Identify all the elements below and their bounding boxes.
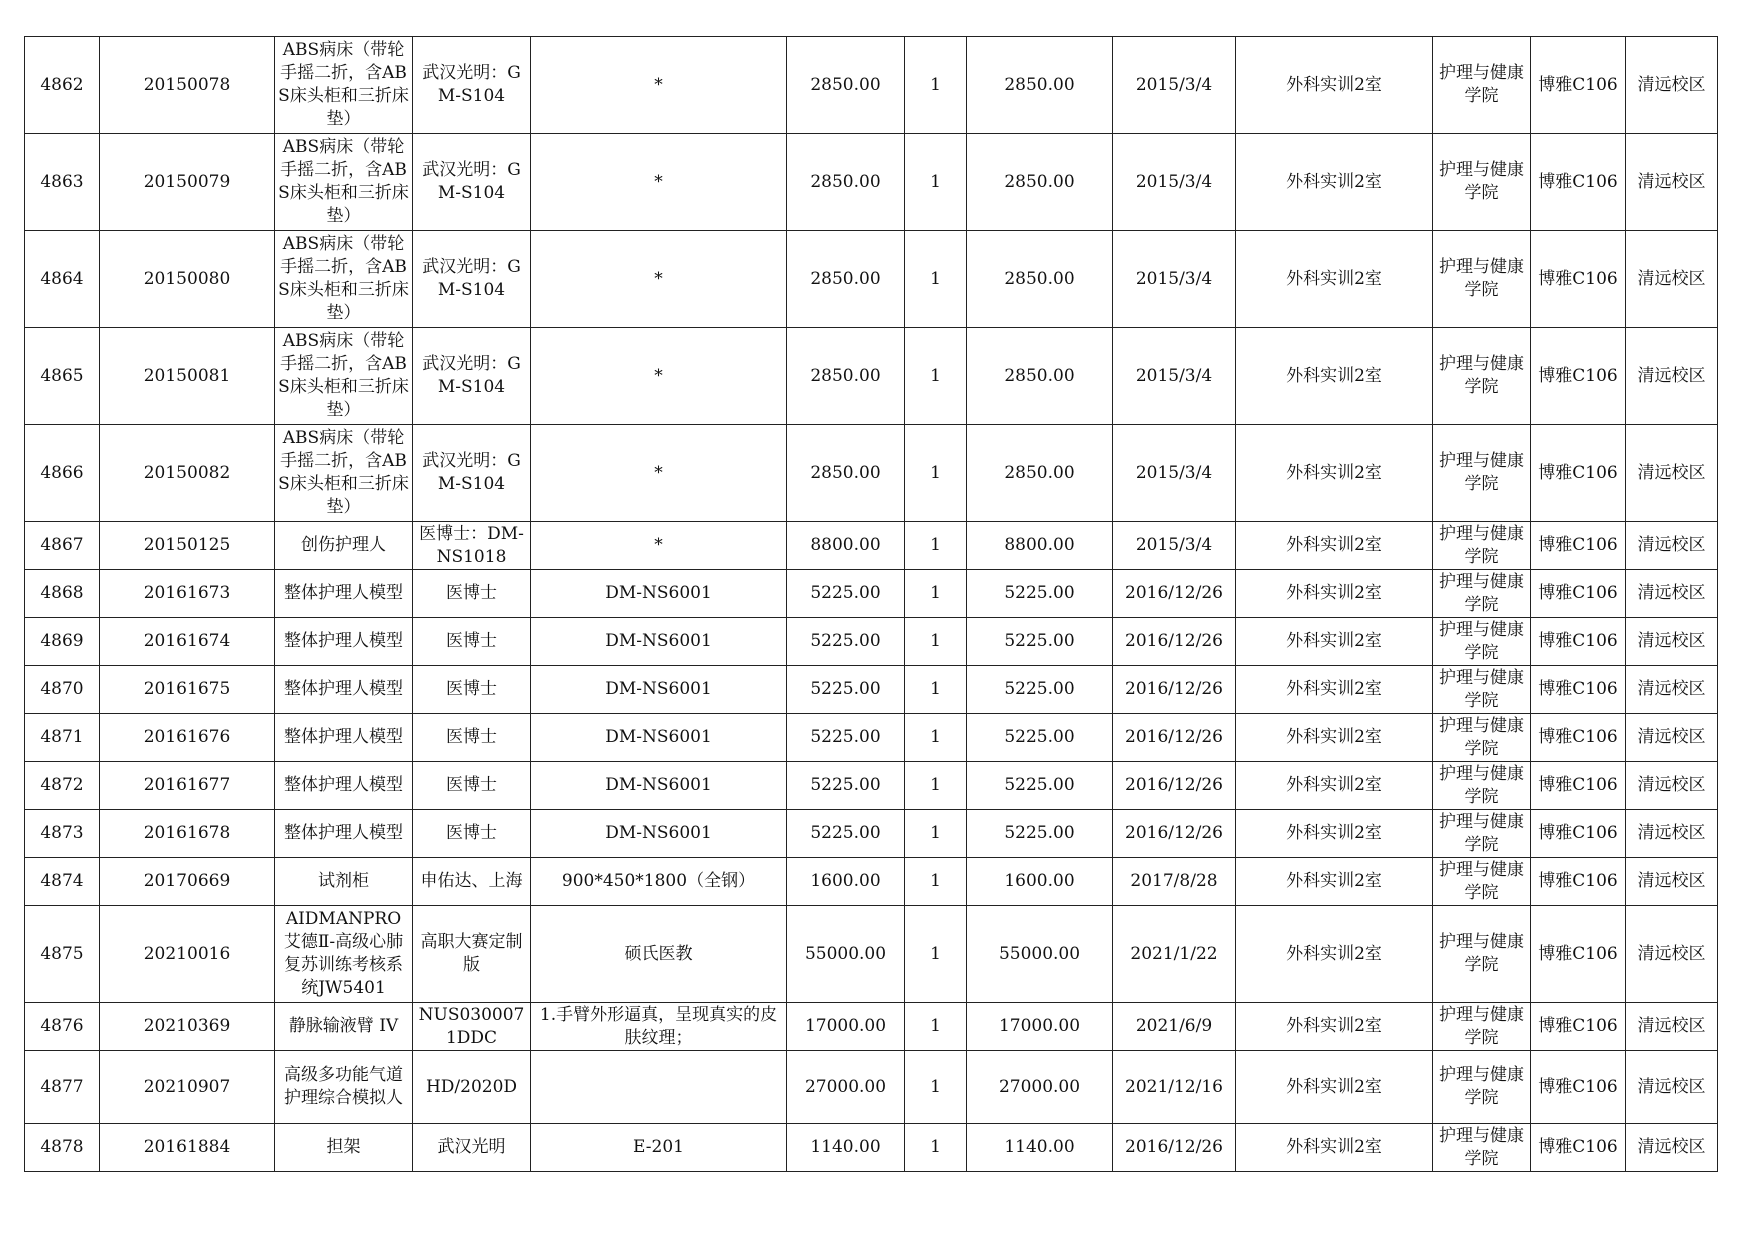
cell-seq: 4876 — [25, 1003, 100, 1051]
cell-amount: 5225.00 — [967, 714, 1113, 762]
cell-amount: 8800.00 — [967, 522, 1113, 570]
cell-room: 外科实训2室 — [1236, 1003, 1433, 1051]
table-row — [25, 858, 1718, 906]
cell-name: AIDMANPRO 艾德Ⅱ-高级心肺复苏训练考核系统JW5401 — [275, 906, 413, 1003]
cell-brand: 武汉光明：GM-S104 — [413, 425, 531, 522]
cell-seq: 4878 — [25, 1124, 100, 1172]
table-row — [25, 328, 1718, 425]
cell-dept: 护理与健康学院 — [1433, 714, 1531, 762]
cell-amount: 2850.00 — [967, 425, 1113, 522]
cell-brand: NUS0300071DDC — [413, 1003, 531, 1051]
cell-brand: 医博士 — [413, 714, 531, 762]
cell-price: 5225.00 — [787, 810, 905, 858]
cell-date: 2015/3/4 — [1113, 37, 1236, 134]
cell-code: 20161677 — [100, 762, 275, 810]
cell-code: 20150125 — [100, 522, 275, 570]
cell-name: ABS病床（带轮手摇二折，含ABS床头柜和三折床垫） — [275, 231, 413, 328]
cell-price: 17000.00 — [787, 1003, 905, 1051]
cell-code: 20150080 — [100, 231, 275, 328]
cell-dept: 护理与健康学院 — [1433, 618, 1531, 666]
cell-spec: E-201 — [531, 1124, 787, 1172]
cell-room: 外科实训2室 — [1236, 231, 1433, 328]
cell-date: 2015/3/4 — [1113, 522, 1236, 570]
cell-amount: 5225.00 — [967, 666, 1113, 714]
cell-room: 外科实训2室 — [1236, 134, 1433, 231]
cell-brand: 医博士：DM-NS1018 — [413, 522, 531, 570]
cell-dept: 护理与健康学院 — [1433, 231, 1531, 328]
cell-amount: 1140.00 — [967, 1124, 1113, 1172]
cell-qty: 1 — [905, 618, 967, 666]
cell-code: 20161884 — [100, 1124, 275, 1172]
cell-qty: 1 — [905, 1124, 967, 1172]
cell-room: 外科实训2室 — [1236, 522, 1433, 570]
cell-date: 2017/8/28 — [1113, 858, 1236, 906]
cell-room: 外科实训2室 — [1236, 666, 1433, 714]
cell-amount: 2850.00 — [967, 37, 1113, 134]
cell-brand: 武汉光明 — [413, 1124, 531, 1172]
cell-spec: 900*450*1800（全钢） — [531, 858, 787, 906]
cell-qty: 1 — [905, 425, 967, 522]
cell-date: 2016/12/26 — [1113, 1124, 1236, 1172]
cell-date: 2015/3/4 — [1113, 425, 1236, 522]
cell-campus: 清远校区 — [1626, 134, 1718, 231]
cell-date: 2021/1/22 — [1113, 906, 1236, 1003]
cell-dept: 护理与健康学院 — [1433, 37, 1531, 134]
cell-brand: HD/2020D — [413, 1051, 531, 1124]
cell-amount: 1600.00 — [967, 858, 1113, 906]
cell-price: 55000.00 — [787, 906, 905, 1003]
cell-name: 试剂柜 — [275, 858, 413, 906]
cell-amount: 55000.00 — [967, 906, 1113, 1003]
cell-campus: 清远校区 — [1626, 1003, 1718, 1051]
cell-dept: 护理与健康学院 — [1433, 906, 1531, 1003]
cell-date: 2016/12/26 — [1113, 618, 1236, 666]
cell-spec: DM-NS6001 — [531, 618, 787, 666]
cell-price: 2850.00 — [787, 425, 905, 522]
cell-price: 5225.00 — [787, 714, 905, 762]
cell-amount: 5225.00 — [967, 810, 1113, 858]
cell-dept: 护理与健康学院 — [1433, 425, 1531, 522]
cell-qty: 1 — [905, 134, 967, 231]
cell-campus: 清远校区 — [1626, 714, 1718, 762]
table-row — [25, 570, 1718, 618]
cell-room: 外科实训2室 — [1236, 425, 1433, 522]
cell-qty: 1 — [905, 231, 967, 328]
cell-spec: 1.手臂外形逼真，呈现真实的皮肤纹理； — [531, 1003, 787, 1051]
cell-dept: 护理与健康学院 — [1433, 1003, 1531, 1051]
cell-campus: 清远校区 — [1626, 858, 1718, 906]
cell-amount: 17000.00 — [967, 1003, 1113, 1051]
cell-name: 担架 — [275, 1124, 413, 1172]
cell-date: 2016/12/26 — [1113, 810, 1236, 858]
cell-name: 高级多功能气道护理综合模拟人 — [275, 1051, 413, 1124]
cell-price: 5225.00 — [787, 762, 905, 810]
cell-room: 外科实训2室 — [1236, 570, 1433, 618]
cell-seq: 4870 — [25, 666, 100, 714]
table-row — [25, 810, 1718, 858]
cell-seq: 4863 — [25, 134, 100, 231]
cell-spec: * — [531, 37, 787, 134]
cell-campus: 清远校区 — [1626, 231, 1718, 328]
table-row — [25, 425, 1718, 522]
cell-code: 20150082 — [100, 425, 275, 522]
cell-dept: 护理与健康学院 — [1433, 858, 1531, 906]
cell-building: 博雅C106 — [1531, 666, 1626, 714]
cell-building: 博雅C106 — [1531, 858, 1626, 906]
cell-spec: * — [531, 231, 787, 328]
cell-room: 外科实训2室 — [1236, 714, 1433, 762]
cell-date: 2021/12/16 — [1113, 1051, 1236, 1124]
cell-room: 外科实训2室 — [1236, 1051, 1433, 1124]
table-row — [25, 714, 1718, 762]
cell-brand: 医博士 — [413, 762, 531, 810]
cell-name: ABS病床（带轮手摇二折，含ABS床头柜和三折床垫） — [275, 328, 413, 425]
cell-spec: * — [531, 425, 787, 522]
cell-campus: 清远校区 — [1626, 1124, 1718, 1172]
cell-campus: 清远校区 — [1626, 762, 1718, 810]
cell-amount: 27000.00 — [967, 1051, 1113, 1124]
cell-room: 外科实训2室 — [1236, 1124, 1433, 1172]
cell-room: 外科实训2室 — [1236, 328, 1433, 425]
cell-code: 20161675 — [100, 666, 275, 714]
cell-campus: 清远校区 — [1626, 810, 1718, 858]
cell-building: 博雅C106 — [1531, 906, 1626, 1003]
cell-building: 博雅C106 — [1531, 810, 1626, 858]
table-row — [25, 37, 1718, 134]
cell-name: ABS病床（带轮手摇二折，含ABS床头柜和三折床垫） — [275, 134, 413, 231]
cell-dept: 护理与健康学院 — [1433, 810, 1531, 858]
table-row — [25, 906, 1718, 1003]
cell-price: 5225.00 — [787, 618, 905, 666]
cell-dept: 护理与健康学院 — [1433, 666, 1531, 714]
cell-campus: 清远校区 — [1626, 328, 1718, 425]
cell-spec: DM-NS6001 — [531, 714, 787, 762]
table-row — [25, 666, 1718, 714]
cell-price: 2850.00 — [787, 37, 905, 134]
cell-code: 20210016 — [100, 906, 275, 1003]
table-row — [25, 618, 1718, 666]
cell-building: 博雅C106 — [1531, 37, 1626, 134]
cell-building: 博雅C106 — [1531, 425, 1626, 522]
cell-room: 外科实训2室 — [1236, 762, 1433, 810]
table-row — [25, 1003, 1718, 1051]
cell-name: 创伤护理人 — [275, 522, 413, 570]
cell-code: 20150081 — [100, 328, 275, 425]
cell-date: 2015/3/4 — [1113, 134, 1236, 231]
cell-qty: 1 — [905, 666, 967, 714]
cell-name: ABS病床（带轮手摇二折，含ABS床头柜和三折床垫） — [275, 37, 413, 134]
cell-building: 博雅C106 — [1531, 328, 1626, 425]
cell-campus: 清远校区 — [1626, 570, 1718, 618]
cell-date: 2016/12/26 — [1113, 570, 1236, 618]
cell-room: 外科实训2室 — [1236, 858, 1433, 906]
table-row — [25, 134, 1718, 231]
cell-building: 博雅C106 — [1531, 762, 1626, 810]
cell-code: 20210369 — [100, 1003, 275, 1051]
cell-spec: DM-NS6001 — [531, 810, 787, 858]
cell-spec — [531, 1051, 787, 1124]
table-row — [25, 522, 1718, 570]
cell-price: 8800.00 — [787, 522, 905, 570]
cell-campus: 清远校区 — [1626, 666, 1718, 714]
cell-qty: 1 — [905, 1003, 967, 1051]
cell-amount: 5225.00 — [967, 570, 1113, 618]
cell-seq: 4865 — [25, 328, 100, 425]
cell-campus: 清远校区 — [1626, 1051, 1718, 1124]
cell-seq: 4867 — [25, 522, 100, 570]
cell-name: ABS病床（带轮手摇二折，含ABS床头柜和三折床垫） — [275, 425, 413, 522]
cell-seq: 4869 — [25, 618, 100, 666]
cell-building: 博雅C106 — [1531, 618, 1626, 666]
cell-dept: 护理与健康学院 — [1433, 328, 1531, 425]
cell-qty: 1 — [905, 37, 967, 134]
cell-price: 2850.00 — [787, 328, 905, 425]
cell-spec: * — [531, 328, 787, 425]
cell-amount: 5225.00 — [967, 762, 1113, 810]
cell-code: 20161673 — [100, 570, 275, 618]
cell-qty: 1 — [905, 570, 967, 618]
cell-building: 博雅C106 — [1531, 522, 1626, 570]
cell-price: 1600.00 — [787, 858, 905, 906]
cell-dept: 护理与健康学院 — [1433, 522, 1531, 570]
cell-code: 20170669 — [100, 858, 275, 906]
cell-name: 整体护理人模型 — [275, 762, 413, 810]
cell-date: 2015/3/4 — [1113, 231, 1236, 328]
cell-room: 外科实训2室 — [1236, 810, 1433, 858]
cell-seq: 4868 — [25, 570, 100, 618]
cell-campus: 清远校区 — [1626, 522, 1718, 570]
cell-amount: 2850.00 — [967, 134, 1113, 231]
cell-building: 博雅C106 — [1531, 570, 1626, 618]
cell-seq: 4877 — [25, 1051, 100, 1124]
cell-qty: 1 — [905, 810, 967, 858]
cell-spec: * — [531, 134, 787, 231]
cell-date: 2016/12/26 — [1113, 714, 1236, 762]
cell-code: 20150079 — [100, 134, 275, 231]
cell-dept: 护理与健康学院 — [1433, 1051, 1531, 1124]
cell-seq: 4875 — [25, 906, 100, 1003]
cell-amount: 5225.00 — [967, 618, 1113, 666]
cell-qty: 1 — [905, 714, 967, 762]
table-row — [25, 1124, 1718, 1172]
cell-dept: 护理与健康学院 — [1433, 762, 1531, 810]
cell-brand: 医博士 — [413, 666, 531, 714]
cell-dept: 护理与健康学院 — [1433, 134, 1531, 231]
cell-brand: 武汉光明：GM-S104 — [413, 328, 531, 425]
cell-price: 5225.00 — [787, 666, 905, 714]
cell-name: 整体护理人模型 — [275, 810, 413, 858]
cell-qty: 1 — [905, 906, 967, 1003]
cell-spec: 硕氏医教 — [531, 906, 787, 1003]
cell-qty: 1 — [905, 762, 967, 810]
cell-seq: 4873 — [25, 810, 100, 858]
cell-name: 整体护理人模型 — [275, 570, 413, 618]
cell-brand: 医博士 — [413, 810, 531, 858]
cell-date: 2015/3/4 — [1113, 328, 1236, 425]
cell-code: 20161676 — [100, 714, 275, 762]
cell-building: 博雅C106 — [1531, 1051, 1626, 1124]
cell-building: 博雅C106 — [1531, 134, 1626, 231]
cell-seq: 4871 — [25, 714, 100, 762]
cell-qty: 1 — [905, 858, 967, 906]
cell-amount: 2850.00 — [967, 328, 1113, 425]
cell-brand: 武汉光明：GM-S104 — [413, 37, 531, 134]
cell-name: 整体护理人模型 — [275, 666, 413, 714]
cell-dept: 护理与健康学院 — [1433, 570, 1531, 618]
table-body — [25, 37, 1718, 1172]
cell-code: 20210907 — [100, 1051, 275, 1124]
cell-amount: 2850.00 — [967, 231, 1113, 328]
cell-date: 2016/12/26 — [1113, 762, 1236, 810]
cell-campus: 清远校区 — [1626, 906, 1718, 1003]
cell-price: 2850.00 — [787, 231, 905, 328]
cell-spec: * — [531, 522, 787, 570]
table-row — [25, 231, 1718, 328]
cell-brand: 武汉光明：GM-S104 — [413, 134, 531, 231]
cell-price: 5225.00 — [787, 570, 905, 618]
cell-spec: DM-NS6001 — [531, 570, 787, 618]
cell-seq: 4866 — [25, 425, 100, 522]
cell-brand: 申佑达、上海 — [413, 858, 531, 906]
cell-building: 博雅C106 — [1531, 714, 1626, 762]
cell-room: 外科实训2室 — [1236, 618, 1433, 666]
cell-name: 整体护理人模型 — [275, 714, 413, 762]
cell-price: 2850.00 — [787, 134, 905, 231]
cell-name: 整体护理人模型 — [275, 618, 413, 666]
cell-seq: 4874 — [25, 858, 100, 906]
cell-spec: DM-NS6001 — [531, 762, 787, 810]
cell-spec: DM-NS6001 — [531, 666, 787, 714]
cell-building: 博雅C106 — [1531, 1003, 1626, 1051]
cell-brand: 医博士 — [413, 618, 531, 666]
cell-seq: 4872 — [25, 762, 100, 810]
cell-building: 博雅C106 — [1531, 231, 1626, 328]
cell-date: 2021/6/9 — [1113, 1003, 1236, 1051]
cell-brand: 高职大赛定制版 — [413, 906, 531, 1003]
cell-seq: 4862 — [25, 37, 100, 134]
asset-table — [24, 36, 1718, 1172]
cell-code: 20150078 — [100, 37, 275, 134]
cell-price: 1140.00 — [787, 1124, 905, 1172]
cell-qty: 1 — [905, 522, 967, 570]
cell-code: 20161678 — [100, 810, 275, 858]
cell-room: 外科实训2室 — [1236, 37, 1433, 134]
cell-qty: 1 — [905, 328, 967, 425]
cell-code: 20161674 — [100, 618, 275, 666]
cell-campus: 清远校区 — [1626, 37, 1718, 134]
table-row — [25, 1051, 1718, 1124]
cell-seq: 4864 — [25, 231, 100, 328]
cell-campus: 清远校区 — [1626, 618, 1718, 666]
table-row — [25, 762, 1718, 810]
cell-brand: 武汉光明：GM-S104 — [413, 231, 531, 328]
cell-qty: 1 — [905, 1051, 967, 1124]
cell-price: 27000.00 — [787, 1051, 905, 1124]
cell-brand: 医博士 — [413, 570, 531, 618]
cell-campus: 清远校区 — [1626, 425, 1718, 522]
cell-name: 静脉输液臂 IV — [275, 1003, 413, 1051]
cell-building: 博雅C106 — [1531, 1124, 1626, 1172]
cell-dept: 护理与健康学院 — [1433, 1124, 1531, 1172]
cell-room: 外科实训2室 — [1236, 906, 1433, 1003]
cell-date: 2016/12/26 — [1113, 666, 1236, 714]
